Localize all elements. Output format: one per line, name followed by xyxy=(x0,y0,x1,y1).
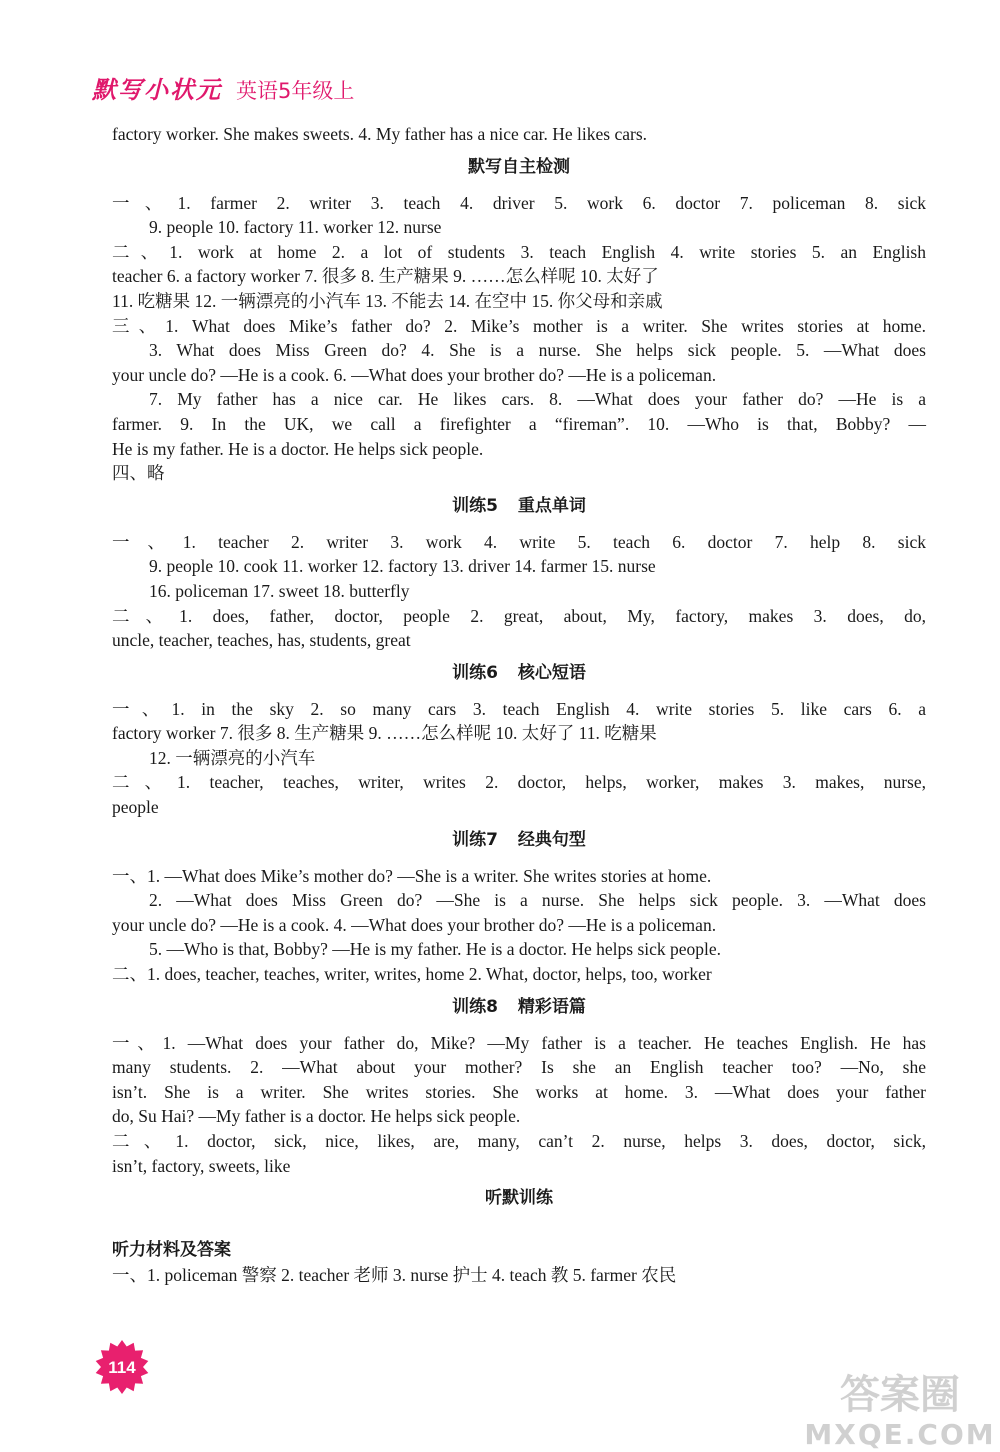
answer-line: 2. —What does Miss Green do? —She is a nurse. She helps sick people. 3. —What does xyxy=(149,890,926,911)
answer-line: many students. 2. —What about your mother? Is she an English teacher too? —No, she xyxy=(112,1057,926,1078)
answer-line: 三、1. What does Mike’s father do? 2. Mike’s mother is a writer. She writes stories at home. xyxy=(112,315,926,336)
section-heading-label: 训练5 xyxy=(452,495,498,516)
section-heading xyxy=(112,1178,926,1222)
section-heading-title: 重点单词 xyxy=(517,495,586,516)
page-number: 114 xyxy=(108,1358,136,1377)
section-heading-title: 精彩语篇 xyxy=(517,996,586,1017)
page-header xyxy=(92,70,354,104)
answer-line: 5. —Who is that, Bobby? —He is my father. He is a doctor. He helps sick people. xyxy=(149,939,722,960)
answer-line: farmer. 9. In the UK, we call a firefighter a “fireman”. 10. —Who is that, Bobby? — xyxy=(112,413,926,434)
section-heading-label: 听默训练 xyxy=(485,1188,553,1209)
answer-content xyxy=(112,122,926,1287)
page-number-badge xyxy=(94,1339,150,1395)
section-heading xyxy=(112,987,926,1031)
answer-line: 一、1. —What does your father do, Mike? —My father is a teacher. He teaches English. He has xyxy=(112,1032,926,1053)
answer-line: 11. 吃糖果 12. 一辆漂亮的小汽车 13. 不能去 14. 在空中 15. 你父母和亲戚 xyxy=(112,290,663,311)
subsection-label: 听力材料及答案 xyxy=(112,1240,231,1261)
brand-title: 默写小状元 xyxy=(92,76,222,104)
answer-line: isn’t, factory, sweets, like xyxy=(112,1155,291,1176)
section-heading xyxy=(112,653,926,697)
answer-line: 16. policeman 17. sweet 18. butterfly xyxy=(149,580,410,601)
section-heading-label: 训练7 xyxy=(452,829,498,850)
answer-line: your uncle do? —He is a cook. 4. —What does your brother do? —He is a policeman. xyxy=(112,914,717,935)
answer-line: 一、1. farmer 2. writer 3. teach 4. driver 5. work 6. doctor 7. policeman 8. sick xyxy=(112,192,926,213)
watermark-url: MXQE.COM xyxy=(804,1418,996,1451)
answer-line: isn’t. She is a writer. She writes stories. She works at home. 3. —What does your father xyxy=(112,1081,926,1102)
section-heading xyxy=(112,820,926,864)
answer-line: 一、1. teacher 2. writer 3. work 4. write 5. teach 6. doctor 7. help 8. sick xyxy=(112,531,926,552)
subject-title: 英语5年级上 xyxy=(236,79,355,103)
answer-line: people xyxy=(112,797,159,818)
answer-line: your uncle do? —He is a cook. 6. —What does your brother do? —He is a policeman. xyxy=(112,364,717,385)
answer-line: 9. people 10. cook 11. worker 12. factory 13. driver 14. farmer 15. nurse xyxy=(149,556,656,577)
answer-line: factory worker. She makes sweets. 4. My father has a nice car. He likes cars. xyxy=(112,124,648,144)
answer-line: 一、1. in the sky 2. so many cars 3. teach English 4. write stories 5. like cars 6. a xyxy=(112,698,926,719)
answer-line: uncle, teacher, teaches, has, students, great xyxy=(112,630,411,651)
answer-line: 一、1. —What does Mike’s mother do? —She is a writer. She writes stories at home. xyxy=(112,865,712,886)
section-heading-label: 默写自主检测 xyxy=(468,156,570,177)
watermark xyxy=(800,1360,1000,1452)
answer-line: 9. people 10. factory 11. worker 12. nurse xyxy=(149,217,442,238)
answer-line: 7. My father has a nice car. He likes cars. 8. —What does your father do? —He is a xyxy=(149,389,926,410)
answer-line: 二、1. teacher, teaches, writer, writes 2. doctor, helps, worker, makes 3. makes, nurse, xyxy=(112,772,926,793)
answer-line: teacher 6. a factory worker 7. 很多 8. 生产糖果 9. ……怎么样呢 10. 太好了 xyxy=(112,266,659,287)
section-heading-label: 训练6 xyxy=(452,662,498,683)
answer-line: 二、1. does, teacher, teaches, writer, writes, home 2. What, doctor, helps, too, worker xyxy=(112,964,712,985)
section-heading-label: 训练8 xyxy=(452,996,498,1017)
answer-line: 12. 一辆漂亮的小汽车 xyxy=(149,747,316,768)
section-heading-title: 经典句型 xyxy=(517,829,586,850)
answer-line: 二、1. doctor, sick, nice, likes, are, many, can’t 2. nurse, helps 3. does, doctor, sick, xyxy=(112,1131,926,1151)
answer-line: 二、1. does, father, doctor, people 2. great, about, My, factory, makes 3. does, do, xyxy=(112,605,926,626)
answer-line: 二、1. work at home 2. a lot of students 3. teach English 4. write stories 5. an English xyxy=(112,241,926,262)
answer-line: factory worker 7. 很多 8. 生产糖果 9. ……怎么样呢 10. 太好了 11. 吃糖果 xyxy=(112,723,657,744)
section-heading xyxy=(112,147,926,191)
watermark-logo-text: 答案圈 xyxy=(840,1372,960,1418)
answer-line: do, Su Hai? —My father is a doctor. He helps sick people. xyxy=(112,1106,521,1127)
section-heading-title: 核心短语 xyxy=(517,662,586,683)
answer-line: He is my father. He is a doctor. He helps sick people. xyxy=(112,438,484,459)
answer-line: 一、1. policeman 警察 2. teacher 老师 3. nurse 护士 4. teach 教 5. farmer 农民 xyxy=(112,1264,677,1285)
answer-line: 四、略 xyxy=(112,463,165,484)
section-heading xyxy=(112,486,926,530)
answer-line: 3. What does Miss Green do? 4. She is a nurse. She helps sick people. 5. —What does xyxy=(149,340,926,361)
